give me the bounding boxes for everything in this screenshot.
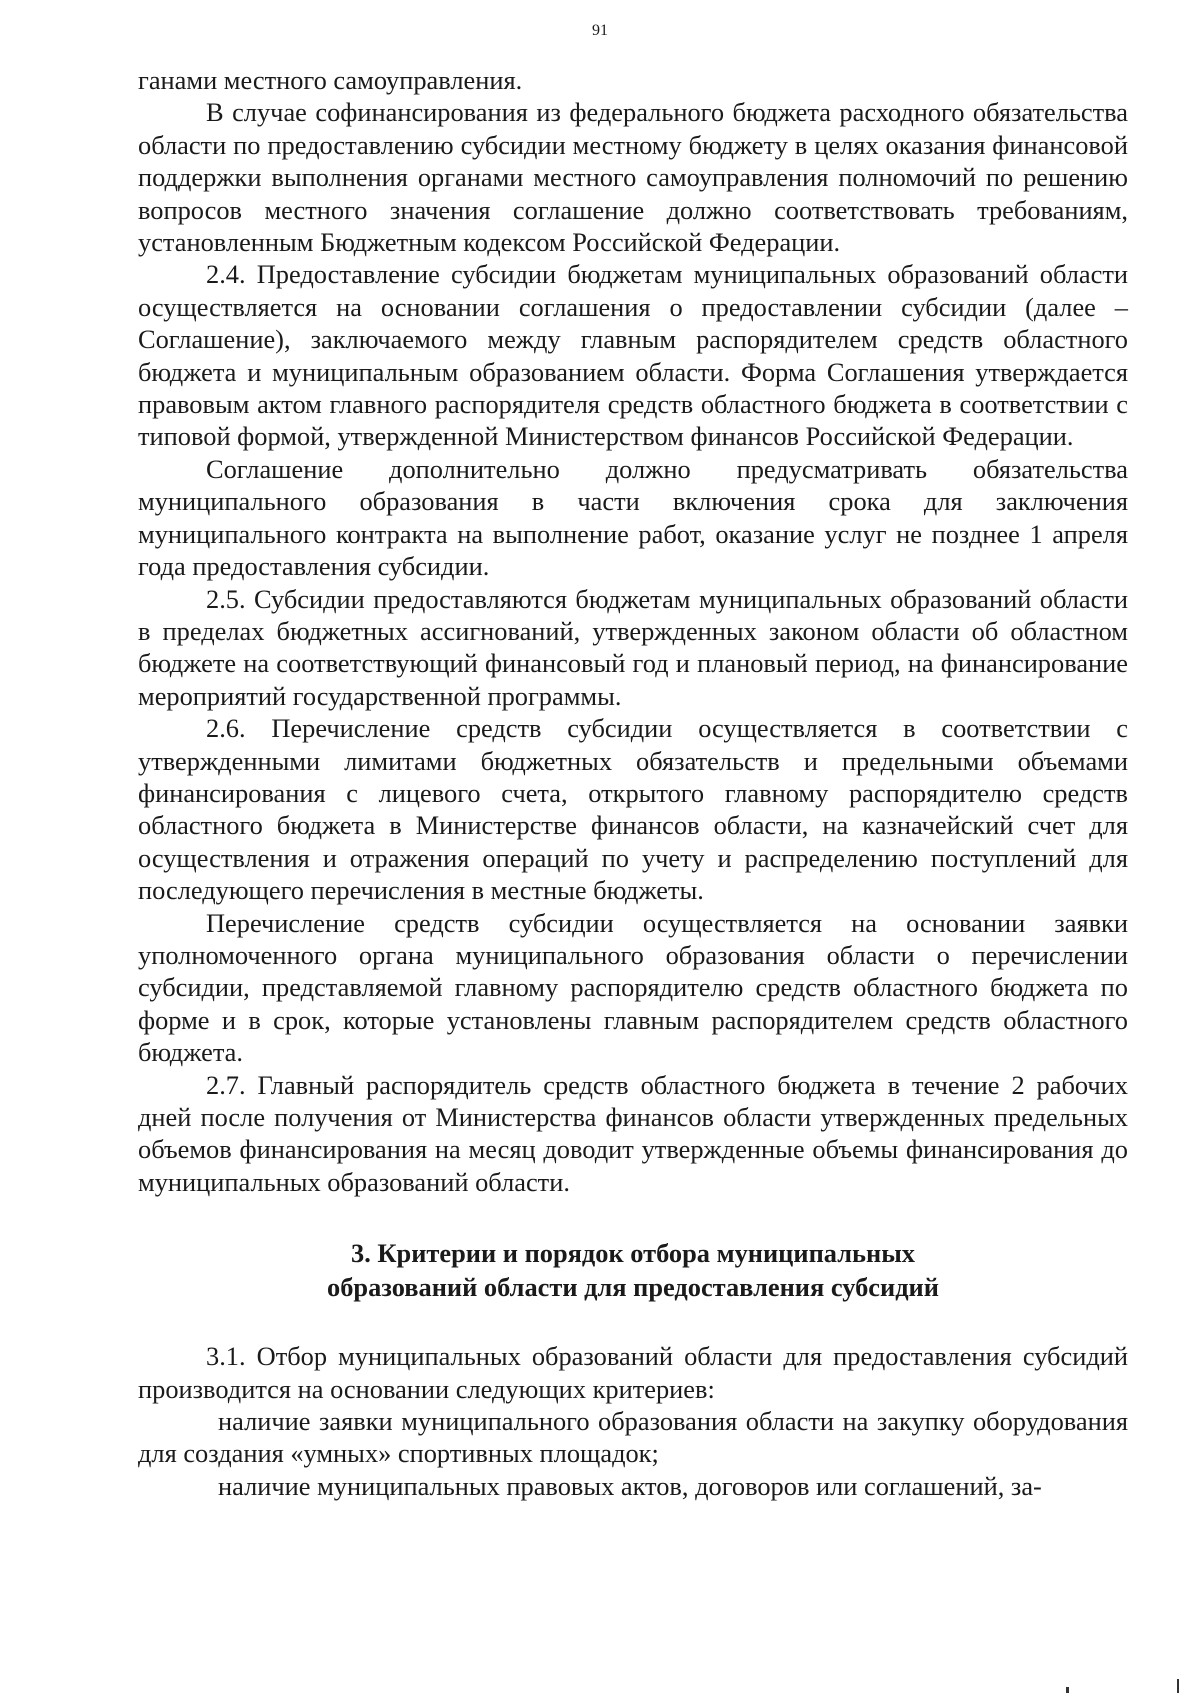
paragraph-p0: ганами местного самоуправления. bbox=[138, 65, 523, 95]
scan-mark bbox=[1066, 1687, 1069, 1693]
paragraph-p10: наличие муниципальных правовых актов, договоров или соглашений, за- bbox=[218, 1470, 1042, 1501]
document-body bbox=[138, 64, 1128, 1502]
paragraph-p7: 2.7. Главный распорядитель средств областного бюджета в течение 2 рабочих дней после получения от Министерства финансов области утвержденных предельных объемов финансирования на месяц доводит утвержденные объемы финансирования до муниципальных образований области. bbox=[138, 1069, 1128, 1197]
scan-mark bbox=[1177, 1679, 1179, 1693]
section-3-heading bbox=[138, 1236, 1128, 1304]
paragraph-p4: 2.5. Субсидии предоставляются бюджетам муниципальных образований области в пределах бюджетных ассигнований, утвержденных законом области об областном бюджете на соответствующий финансовый год и плановый период, на финансирование мероприятий государственной программы. bbox=[138, 583, 1128, 711]
paragraph-p3: Соглашение дополнительно должно предусматривать обязательства муниципального образования в части включения срока для заключения муниципального контракта на выполнение работ, оказание услуг не позднее 1 апреля года предоставления субсидии. bbox=[138, 453, 1128, 582]
section-3-paragraphs bbox=[138, 1340, 1128, 1502]
paragraph-p9: наличие заявки муниципального образования области на закупку оборудования для создания «умных» спортивных площадок; bbox=[138, 1406, 1128, 1469]
paragraph-p2: 2.4. Предоставление субсидии бюджетам муниципальных образований области осуществляется на основании соглашения о предоставлении субсидии (далее – Соглашение), заключаемого между главным распорядителем средств областного бюджета и муниципальным образованием области. Форма Соглашения утверждается правовым актом главного распорядителя средств областного бюджета в соответствии с типовой формой, утвержденной Министерством финансов Российской Федерации. bbox=[138, 259, 1128, 452]
page-number: 91 bbox=[592, 22, 608, 39]
paragraph-p8: 3.1. Отбор муниципальных образований области для предоставления субсидий производится на основании следующих критериев: bbox=[138, 1341, 1128, 1404]
paragraph-p1: В случае софинансирования из федерального бюджета расходного обязательства области по предоставлению субсидии местному бюджету в целях оказания финансовой поддержки выполнения органами местного самоуправления полномочий по решению вопросов местного значения соглашение должно соответствовать требованиям, установленным Бюджетным кодексом Российской Федерации. bbox=[138, 97, 1128, 258]
section-3-heading-line-1: 3. Критерии и порядок отбора муниципальных bbox=[351, 1238, 915, 1269]
section-2-paragraphs bbox=[138, 64, 1128, 1198]
section-3-heading-line-2: образований области для предоставления субсидий bbox=[327, 1272, 939, 1303]
paragraph-p5: 2.6. Перечисление средств субсидии осуществляется в соответствии с утвержденными лимитами бюджетных обязательств и предельными объемами финансирования с лицевого счета, открытого главному распорядителю средств областного бюджета в Министерстве финансов области, на казначейский счет для осуществления и отражения операций по учету и распределению поступлений для последующего перечисления в местные бюджеты. bbox=[138, 713, 1128, 906]
paragraph-p6: Перечисление средств субсидии осуществляется на основании заявки уполномоченного органа муниципального образования области о перечислении субсидии, представляемой главному распорядителю средств областного бюджета по форме и в срок, которые установлены главным распорядителем средств областного бюджета. bbox=[138, 907, 1128, 1068]
